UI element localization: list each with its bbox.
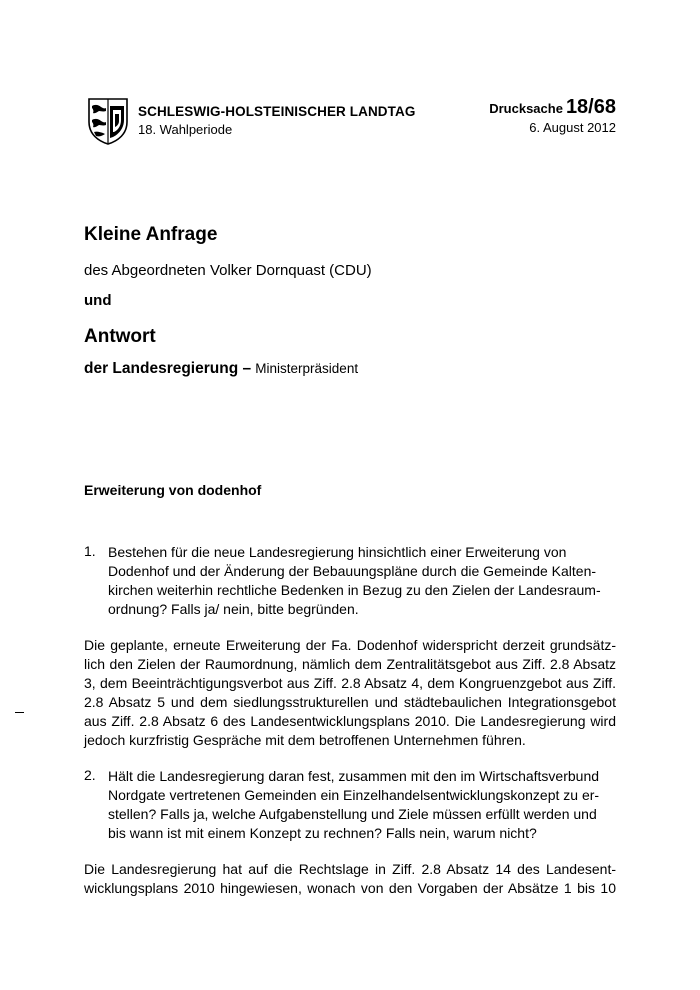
drucksache-line <box>489 96 616 119</box>
topic-heading: Erweiterung von dodenhof <box>84 482 262 498</box>
answer-1-line: 3, dem Beeinträchtigungsverbot aus Ziff. 2.8 Absatz 4, dem Kongruenzgebot aus Ziff. <box>84 675 616 691</box>
respondent-line <box>84 360 358 378</box>
respondent-ministry: Ministerpräsident <box>255 361 359 376</box>
respondent-government: der Landesregierung – <box>84 360 252 377</box>
margin-mark <box>15 712 24 713</box>
question-2-text <box>108 767 618 843</box>
question-1-text <box>108 543 618 619</box>
answer-1-line: lich den Zielen der Raumordnung, nämlich dem Zentralitätsgebot aus Ziff. 2.8 Absatz <box>84 656 616 672</box>
parliament-name: SCHLESWIG-HOLSTEINISCHER LANDTAG <box>138 104 416 119</box>
question-1-line: kirchen weiterhin rechtliche Bedenken in Bezug zu den Zielen der Landesraum- <box>108 582 601 598</box>
author-line: des Abgeordneten Volker Dornquast (CDU) <box>84 262 372 279</box>
question-2-line: Nordgate vertretenen Gemeinden ein Einzelhandelsentwicklungskonzept zu er- <box>108 787 600 803</box>
question-2-line: Hält die Landesregierung daran fest, zusammen mit den im Wirtschaftsverbund <box>108 768 600 784</box>
drucksache-label: Drucksache <box>489 101 563 116</box>
answer-1-line: jedoch kurzfristig Gespräche mit dem betroffenen Unternehmen führen. <box>84 732 526 748</box>
question-1-line: ordnung? Falls ja/ nein, bitte begründen. <box>108 601 359 617</box>
drucksache-number: 18/68 <box>565 96 616 118</box>
question-2-line: stellen? Falls ja, welche Aufgabenstellung und Ziele müssen erfüllt werden und <box>108 806 597 822</box>
answer-2-line: Die Landesregierung hat auf die Rechtslage in Ziff. 2.8 Absatz 14 des Landesent- <box>84 861 616 877</box>
title-kleine-anfrage: Kleine Anfrage <box>84 224 218 245</box>
state-coat-of-arms-icon <box>86 96 130 146</box>
question-1-line: Bestehen für die neue Landesregierung hinsichtlich einer Erweiterung von <box>108 544 567 560</box>
document-meta <box>489 96 616 135</box>
question-2-line: bis wann ist mit einem Konzept zu rechnen? Falls nein, warum nicht? <box>108 825 537 841</box>
legislative-period: 18. Wahlperiode <box>138 122 233 137</box>
answer-1-line: aus Ziff. 2.8 Absatz 6 des Landesentwicklungsplans 2010. Die Landesregierung wird <box>84 713 616 729</box>
document-date: 6. August 2012 <box>529 120 616 135</box>
answer-2-text <box>84 860 616 898</box>
answer-2-line: wicklungsplans 2010 hingewiesen, wonach von den Vorgaben der Absätze 1 bis 10 <box>84 880 616 896</box>
question-1-line: Dodenhof und der Änderung der Bebauungspläne durch die Gemeinde Kalten- <box>108 563 597 579</box>
answer-1-line: Die geplante, erneute Erweiterung der Fa. Dodenhof widerspricht derzeit grundsätz- <box>84 637 616 653</box>
title-antwort: Antwort <box>84 326 156 347</box>
question-2-number: 2. <box>84 767 96 783</box>
answer-1-line: 2.8 Absatz 5 und dem siedlungsstrukturellen und städtebaulichen Integrationsgebot <box>84 694 616 710</box>
question-1-number: 1. <box>84 543 96 559</box>
conjunction-und: und <box>84 292 112 309</box>
answer-1-text <box>84 636 616 750</box>
